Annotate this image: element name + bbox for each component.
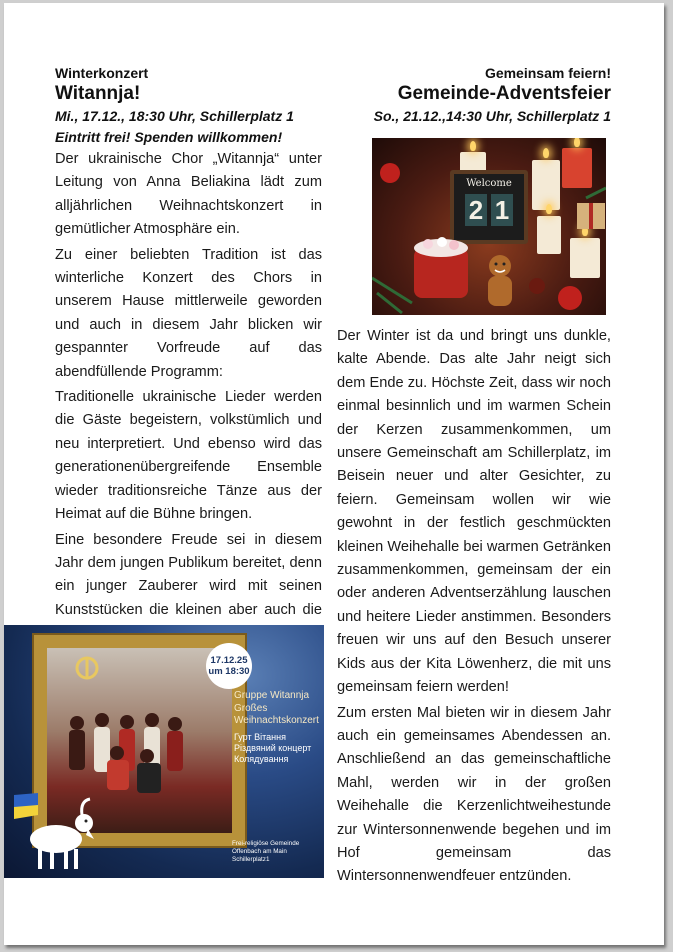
advent-paragraph: Der Winter ist da und bringt uns dunkle, kalte Abende. Das alte Jahr neigt sich dem Ende zu. Höchste Zeit, dass wir noch einmal besinnlich und im warmen Schein der Kerzen zusammenkommen, um unsere Gemeinschaft am Schillerplatz, im Beisein neuer und alter Gesichter, zu feiern. Gemeinsam wollen wir wie gewohnt in der festlich geschmückten kleinen Weihehalle bei warmen Getränken zusammenkommen, gemeinsam der ein oder anderen Adventserzählung lauschen und heitere Lieder anstimmen. Besonders freuen wir uns auf den Besuch unserer Kids aus der Kita Löwenherz, die mit uns gemeinsam feiern werden!	[337, 328, 611, 696]
candle-flame	[582, 226, 588, 236]
poster-line: Weihnachtskonzert	[234, 715, 319, 726]
poster-footer-line: Offenbach am Main	[232, 848, 287, 855]
candle	[532, 160, 560, 210]
advent-kicker: Gemeinsam feiern!	[484, 65, 611, 81]
board-word: Welcome	[466, 178, 512, 189]
poster-ukr-line: Гурт Вітання	[234, 731, 286, 742]
candle	[562, 148, 592, 188]
concert-paragraph: Zu einer beliebten Tradition ist das winterliche Konzert des Chors in unserem Hause mittlerweile geworden und auch in diesem Jahr blicken wir gespannter Vorfreude auf das abendfüllende Programm:	[55, 246, 322, 380]
gift-box-icon	[577, 203, 605, 229]
candle-flame	[546, 204, 552, 214]
candle	[537, 216, 561, 254]
poster-ukr-line: Колядування	[234, 753, 289, 764]
poster-ukr-line: Різдвяний концерт	[234, 742, 312, 753]
welcome-calendar-board	[450, 170, 528, 244]
advent-image	[372, 138, 606, 315]
poster-time: um 18:30	[208, 666, 250, 677]
board-digit: 2	[465, 194, 487, 226]
poster-date: 17.12.25	[210, 655, 248, 666]
cocoa-mug-icon	[414, 237, 468, 298]
advent-paragraph: Zum ersten Mal bieten wir in diesem Jahr auch ein gemeinsames Abendessen an. Anschließend an das gemeinschaftliche Mahl, werden wir in der großen Weihehalle die Kerzenlichtweihestunde zur Wintersonnenwende begehen und im Hof gemeinsam das Wintersonnenwendfeuer entzünden.	[337, 704, 611, 885]
candle-flame	[470, 141, 476, 151]
concert-paragraph: Der ukrainische Chor „Witannja“ unter Leitung von Anna Beliakina lädt zum alljährlichen Weihnachtskonzert in gemütlicher Atmosphäre ein.	[55, 151, 322, 238]
poster-footer-line: Frei-religiöse Gemeinde	[232, 840, 300, 847]
concert-title: Witannja!	[55, 83, 141, 104]
poster-headline	[234, 690, 324, 765]
concert-date-line: Mi., 17.12., 18:30 Uhr, Schillerplatz 1	[55, 108, 294, 124]
advent-date-line: So., 21.12.,14:30 Uhr, Schillerplatz 1	[373, 108, 611, 124]
poster-date-badge	[206, 643, 252, 689]
gingerbread-man-icon	[488, 255, 512, 306]
advent-title: Gemeinde-Adventsfeier	[397, 83, 611, 104]
poster-line: Gruppe Witannja	[234, 690, 310, 701]
board-digit: 1	[491, 194, 513, 226]
candle-flame	[543, 148, 549, 158]
candle	[570, 238, 600, 278]
concert-body	[55, 148, 322, 646]
concert-entry-line: Eintritt frei! Spenden willkommen!	[55, 129, 283, 145]
candle-flame	[574, 138, 580, 147]
advent-body	[337, 325, 611, 889]
concert-kicker: Winterkonzert	[55, 65, 149, 81]
poster-ukrainian-text	[234, 732, 324, 765]
concert-paragraph: Traditionelle ukrainische Lieder werden die Gäste begeistern, volkstümlich und neu interpretiert. Und ebenso wird das generationenübergreifende Ensemble wieder traditionsreiche Tänze aus der Heimat auf die Bühne bringen.	[55, 389, 322, 523]
poster-line: Großes	[234, 702, 268, 714]
concert-poster-image	[4, 625, 324, 878]
goat-illustration-icon	[10, 793, 100, 873]
concert-article	[55, 64, 322, 648]
concert-paragraph: Eine besondere Freude sei in diesem Jahr dem jungen Publikum bereitet, denn ein junger Zauberer wird mit seinen Kunststücken die kleinen aber auch die	[55, 531, 322, 618]
poster-footer-line: Schillerplatz1	[232, 856, 270, 863]
poster-footer	[232, 840, 324, 864]
